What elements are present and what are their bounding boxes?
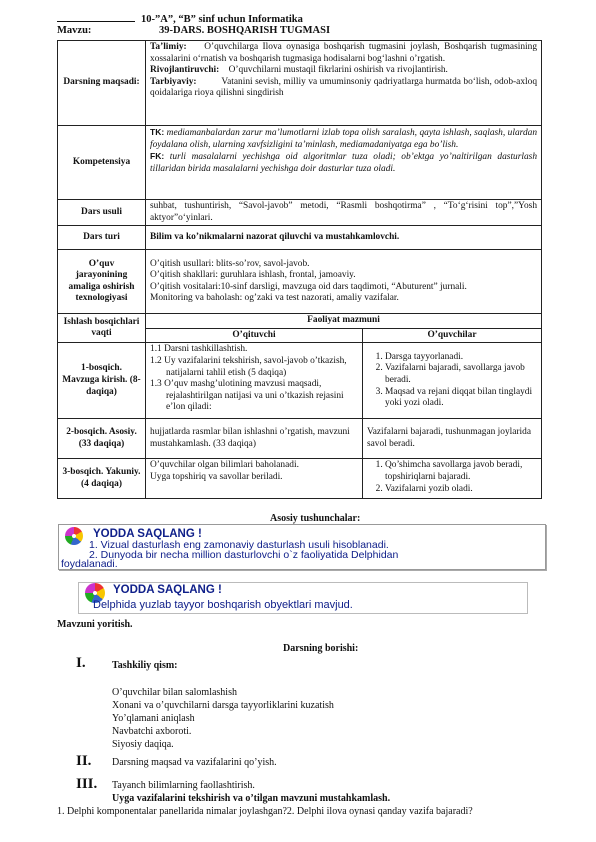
list-item: 3. Maqsad va rejani diqqat bilan tinglaydi yoki yozi oladi.	[385, 387, 537, 410]
mavzuni-yoritish: Mavzuni yoritish.	[57, 619, 133, 630]
talimiy: Ta’limiy: O’quvchilarga Ilova oynasiga boshqarish tugmasini joylash, Boshqarish tugmasining xossalarini o‘rnatish va boshqarish tugmasiga hodisalarni bog‘lashni o’rgatish.	[150, 42, 538, 64]
row-maqsad	[58, 41, 542, 126]
faoliyat-label: Faoliyat mazmuni	[146, 314, 542, 329]
row-kompetensiya	[58, 126, 542, 200]
lesson-title: 39-DARS. BOSHQARISH TUGMASI	[159, 25, 331, 36]
banner-line: 1. Vizual dasturlash eng zamonaviy dasturlash usuli hisoblanadi.	[89, 539, 389, 551]
banner-heading: YODDA SAQLANG !	[93, 528, 202, 540]
turi-content: Bilim va ko’nikmalarni nazorat qiluvchi va mustahkamlovchi.	[146, 226, 542, 250]
remember-banner-1	[58, 524, 546, 570]
section2-title: Darsning maqsad va vazifalarini qo’yish.	[112, 757, 277, 768]
banner-line: foydalanadi.	[61, 558, 118, 570]
section1-line: Yo’qlamani aniqlash	[112, 713, 195, 724]
banner-heading: YODDA SAQLANG !	[113, 584, 222, 596]
tarbiyaviy: Tarbiyaviy: Vatanini sevish, milliy va umuminsoniy qadriyatlarga hurmatda bo‘lish, odob-axloq qoidalariga rioya qilishni singdirish	[150, 76, 538, 99]
stage2-students: Vazifalarni bajaradi, tushunmagan joylarida savol beradi.	[363, 419, 542, 459]
section1-line: Siyosiy daqiqa.	[112, 739, 174, 750]
section1-line: Navbatchi axboroti.	[112, 726, 192, 737]
row-stage1	[58, 343, 542, 419]
rivojlantiruvchi: Rivojlantiruvchi: O’quvchilarni mustaqil fikrlarini oshirish va rivojlantirish.	[150, 65, 448, 76]
list-item: 1.3 O’quv mashg’ulotining mavzusi maqsadi, rejalashtirilgan natijasi va uni o’tkazish rejasini e’lon qiladi:	[150, 379, 344, 413]
list-item: 2. Vazifalarni yozib oladi.	[385, 484, 537, 496]
section1-line: O’quvchilar bilan salomlashish	[112, 687, 237, 698]
row-stage2	[58, 419, 542, 459]
list-item: 1.2 Uy vazifalarini tekshirish, savol-javob o’tkazish, natijalarni tahlil etish (5 daqiqa)	[150, 355, 347, 378]
kompetensiya-content	[146, 126, 542, 200]
row-stage3	[58, 459, 542, 499]
stage1-label: 1-bosqich. Mavzuga kirish. (8-daqiqa)	[58, 343, 146, 419]
ishlash-label: Ishlash bosqichlari vaqti	[58, 314, 146, 343]
list-item: O’quvchilar olgan bilimlari baholanadi.	[150, 460, 299, 471]
fk-line: FK: turli masalalarni yechishga oid algoritmlar tuza oladi; ob’ektga yo’naltirilgan dasturlash tillaridan birida masalalarni yechishga doir dasturlar tuza oladi.	[150, 151, 538, 174]
cd-icon	[65, 527, 83, 545]
blank-line	[57, 12, 135, 22]
maqsad-label: Darsning maqsadi:	[58, 41, 146, 126]
turi-label: Dars turi	[58, 226, 146, 250]
jarayon-content	[146, 250, 542, 314]
section-numeral-1: I.	[76, 655, 86, 671]
stage3-teacher	[146, 459, 363, 499]
mavzu-label: Mavzu:	[57, 25, 92, 36]
row-dars-usuli	[58, 200, 542, 226]
jarayon-line: O’qitish shakllari: guruhlara ishlash, frontal, jamoaviy.	[150, 270, 356, 281]
topic-header	[57, 25, 331, 36]
questions-line: 1. Delphi komponentalar panellarida nimalar joylashgan?2. Delphi ilova oynasi qanday vazifa bajaradi?	[57, 806, 473, 817]
jarayon-line: Monitoring va baholash: og’zaki va test nazorati, amaliy vazifalar.	[150, 293, 399, 304]
stage1-student-list	[367, 352, 537, 410]
jarayon-line: O’qitish vositalari:10-sinf darsligi, mavzuga oid dars taqdimoti, “Abuturent” jurnali.	[150, 281, 467, 292]
usul-content: suhbat, tushuntirish, “Savol-javob” metodi, “Rasmli boshqotirma” , “To‘g‘risini top”,”Yosh aktyor”o‘yinlari.	[146, 200, 542, 226]
oqituvchi-label: O’qituvchi	[146, 328, 363, 343]
stage1-teacher	[146, 343, 363, 419]
list-item: 2. Vazifalarni bajaradi, savollarga javob beradi.	[385, 363, 537, 386]
banner-line: Delphida yuzlab tayyor boshqarish obyektlari mavjud.	[93, 599, 353, 611]
row-faoliyat-header	[58, 314, 542, 329]
section3-title: Tayanch bilimlarning faollashtirish.	[112, 780, 255, 791]
section-numeral-3: III.	[76, 776, 98, 792]
maqsad-content	[146, 41, 542, 126]
darsning-borishi: Darsning borishi:	[283, 643, 359, 654]
oquvchilar-label: O’quvchilar	[363, 328, 542, 343]
lesson-plan-table	[57, 40, 542, 499]
stage3-student-list	[367, 460, 537, 495]
usul-label: Dars usuli	[58, 200, 146, 226]
kompetensiya-label: Kompetensiya	[58, 126, 146, 200]
grade-line: 10-”A”, “B” sinf uchun Informatika	[141, 14, 303, 25]
jarayon-label: O’quv jarayonining amaliga oshirish texnologiyasi	[58, 250, 146, 314]
asosiy-tushunchalar-heading: Asosiy tushunchalar:	[270, 513, 361, 524]
list-item: 1. Darsga tayyorlanadi.	[385, 352, 537, 364]
list-item: Uyga topshiriq va savollar beriladi.	[150, 471, 283, 482]
grade-header	[57, 12, 303, 25]
remember-banner-2	[78, 582, 528, 614]
row-dars-turi	[58, 226, 542, 250]
stage2-label: 2-bosqich. Asosiy. (33 daqiqa)	[58, 419, 146, 459]
tk-line: TK: mediamanbalardan zarur ma’lumotlarni izlab topa olish saralash, qayta ishlash, saqlash, ulardan foydalana olish, ularning xavfsizligini ta’minlash, mediamadaniyatga ega bo’lish.	[150, 127, 538, 150]
stage3-label: 3-bosqich. Yakuniy. (4 daqiqa)	[58, 459, 146, 499]
stage1-students	[363, 343, 542, 419]
banner-line: 2. Dunyoda bir necha million dasturlovchi o`z faoliyatida Delphidan	[89, 549, 399, 561]
section-numeral-2: II.	[76, 753, 92, 769]
section1-line: Xonani va o’quvchilarni darsga tayyorliklarini kuzatish	[112, 700, 334, 711]
section1-title: Tashkiliy qism:	[112, 660, 178, 671]
section3-subtitle: Uyga vazifalarini tekshirish va o’tilgan mavzuni mustahkamlash.	[112, 793, 391, 804]
jarayon-line: O’qitish usullari: blits-so’rov, savol-javob.	[150, 258, 310, 269]
list-item: 1. Qo’shimcha savollarga javob beradi, topshiriqlarni bajaradi.	[385, 460, 537, 483]
row-texnologiya	[58, 250, 542, 314]
list-item: 1.1 Darsni tashkillashtish.	[150, 344, 248, 355]
stage3-students	[363, 459, 542, 499]
stage2-teacher: hujjatlarda rasmlar bilan ishlashni o’rgatish, mavzuni mustahkamlash. (33 daqiqa)	[146, 419, 363, 459]
